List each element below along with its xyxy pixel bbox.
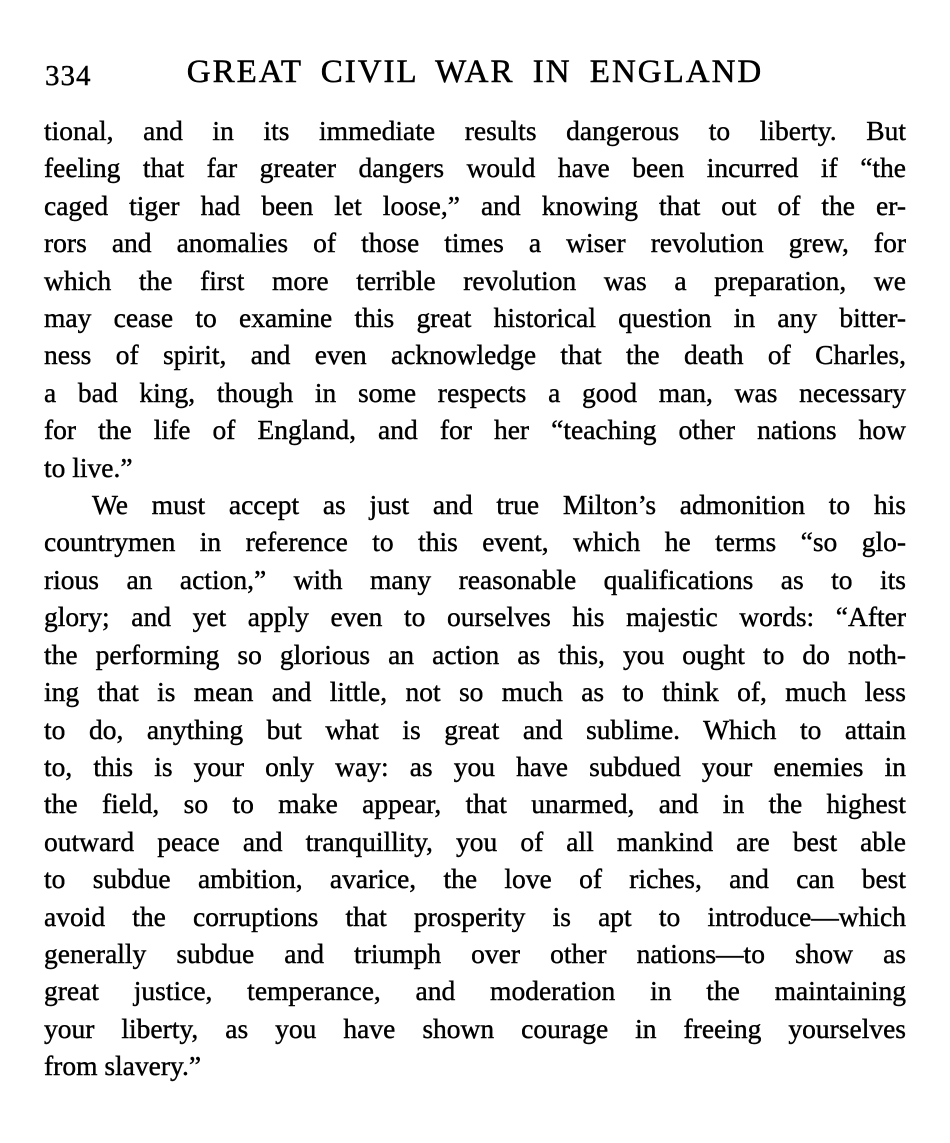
text-line: to subdue ambition, avarice, the love of riches, and can best xyxy=(44,863,906,895)
text-line: caged tiger had been let loose,” and knowing that out of the er- xyxy=(44,189,906,221)
text-line: may cease to examine this great historical question in any bitter- xyxy=(44,302,906,334)
text-line: to live.” xyxy=(44,451,133,483)
text-line: rious an action,” with many reasonable qualifications as to its xyxy=(44,563,906,595)
text-line: glory; and yet apply even to ourselves his majestic words: “After xyxy=(44,601,906,633)
text-line: feeling that far greater dangers would have been incurred if “the xyxy=(44,152,906,184)
text-line: the performing so glorious an action as this, you ought to do noth- xyxy=(44,638,906,670)
text-line: for the life of England, and for her “teaching other nations how xyxy=(44,414,906,446)
running-title: GREAT CIVIL WAR IN ENGLAND xyxy=(186,54,764,90)
text-line: the field, so to make appear, that unarmed, and in the highest xyxy=(44,788,906,820)
text-line: to, this is your only way: as you have subdued your enemies in xyxy=(44,750,906,782)
text-line: your liberty, as you have shown courage in freeing yourselves xyxy=(44,1012,906,1044)
page-number: 334 xyxy=(45,60,92,92)
text-line: outward peace and tranquillity, you of all mankind are best able xyxy=(44,825,906,857)
text-line: ness of spirit, and even acknowledge that the death of Charles, xyxy=(44,339,906,371)
text-line: tional, and in its immediate results dangerous to liberty. But xyxy=(44,115,906,146)
page-header xyxy=(45,54,905,94)
text-line: generally subdue and triumph over other nations—to show as xyxy=(44,937,906,969)
text-line: countrymen in reference to this event, which he terms “so glo- xyxy=(44,526,906,558)
text-line: a bad king, though in some respects a good man, was necessary xyxy=(44,376,906,408)
page-body xyxy=(44,112,906,1085)
text-line: to do, anything but what is great and sublime. Which to attain xyxy=(44,713,906,745)
text-line: avoid the corruptions that prosperity is apt to introduce—which xyxy=(44,900,906,932)
text-line: rors and anomalies of those times a wiser revolution grew, for xyxy=(44,227,906,259)
text-line: which the first more terrible revolution was a preparation, we xyxy=(44,264,906,296)
text-line: We must accept as just and true Milton’s admonition to his xyxy=(92,489,906,521)
text-line: great justice, temperance, and moderation in the maintaining xyxy=(44,975,906,1007)
text-line: ing that is mean and little, not so much as to think of, much less xyxy=(44,676,906,708)
text-line: from slavery.” xyxy=(44,1050,202,1082)
